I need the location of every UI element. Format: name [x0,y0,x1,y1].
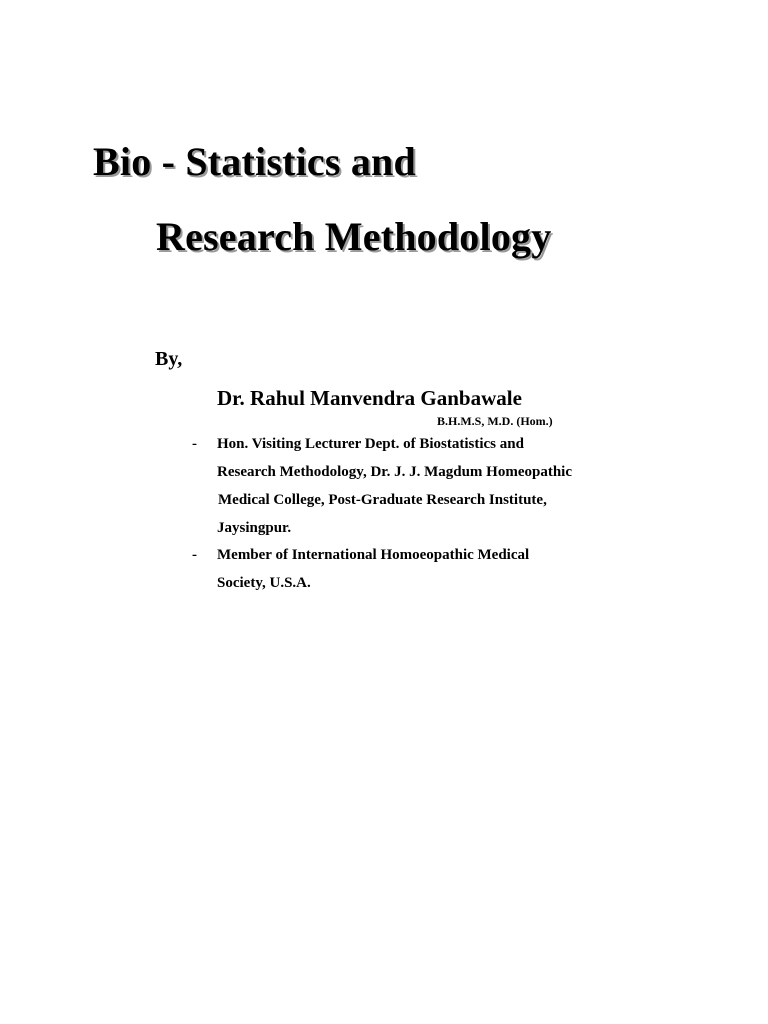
author-name: Dr. Rahul Manvendra Ganbawale [217,386,522,410]
credential-line: Society, U.S.A. [217,575,311,591]
credential-text [217,541,687,597]
credential-line: Member of International Homoeopathic Medical [217,547,530,563]
credential-line: Research Methodology, Dr. J. J. Magdum Homeopathic [217,464,572,480]
author-degrees: B.H.M.S, M.D. (Hom.) [437,414,553,428]
title-line-2: Research Methodology [156,214,552,259]
credential-line: Hon. Visiting Lecturer Dept. of Biostatistics and [217,436,524,452]
bullet-dash: - [192,436,197,452]
credential-line: Medical College, Post-Graduate Research Institute, [218,492,547,508]
credential-text [217,430,687,542]
credential-line: Jaysingpur. [217,520,292,536]
title-line-1: Bio - Statistics and [93,139,416,184]
byline: By, [155,348,183,370]
bullet-dash: - [192,547,197,563]
